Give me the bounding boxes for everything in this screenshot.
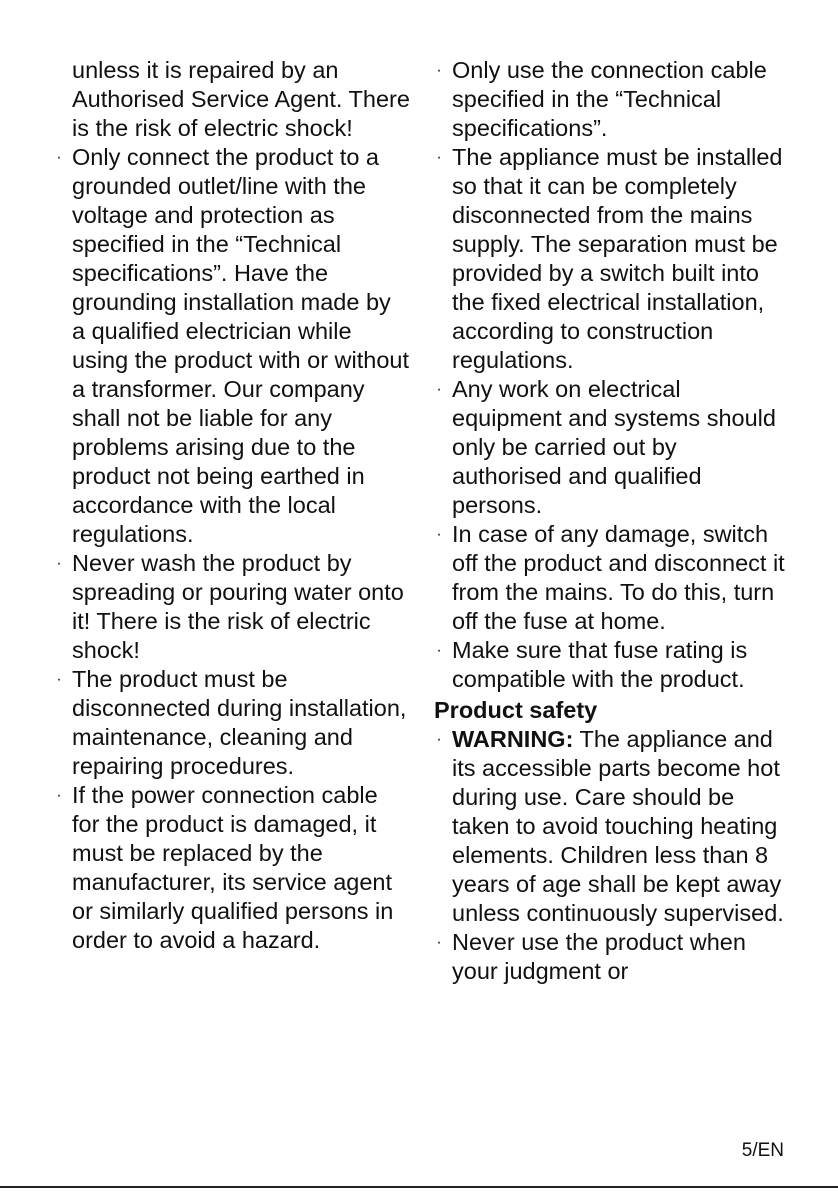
page-number: 5/EN bbox=[741, 1140, 784, 1161]
bullet-icon: · bbox=[436, 731, 442, 748]
bullet-icon: · bbox=[436, 381, 442, 398]
bullet-icon: · bbox=[56, 555, 62, 572]
list-item bbox=[50, 781, 410, 955]
left-column bbox=[50, 56, 410, 955]
bullet-icon: · bbox=[436, 642, 442, 659]
bottom-divider bbox=[0, 1186, 838, 1188]
item-text: unless it is repaired by an Authorised Service Agent. There is the risk of electric shock! bbox=[72, 57, 410, 141]
list-item bbox=[430, 520, 790, 636]
bullet-icon: · bbox=[436, 149, 442, 166]
list-item bbox=[50, 549, 410, 665]
list-item bbox=[430, 725, 790, 928]
item-text: Make sure that fuse rating is compatible with the product. bbox=[452, 637, 748, 692]
bullet-icon: · bbox=[436, 526, 442, 543]
right-column bbox=[430, 56, 790, 986]
list-item bbox=[430, 56, 790, 143]
list-item bbox=[430, 636, 790, 694]
list-item bbox=[50, 143, 410, 549]
bullet-icon: · bbox=[56, 149, 62, 166]
bullet-icon: · bbox=[436, 62, 442, 79]
bullet-icon: · bbox=[436, 934, 442, 951]
list-item bbox=[430, 928, 790, 986]
warning-label: WARNING: bbox=[452, 726, 574, 752]
list-item bbox=[430, 375, 790, 520]
item-text: Only connect the product to a grounded outlet/line with the voltage and protection as specified in the “Technical specifications”. Have the grounding installation made by a qualified electrician while using the product with or without a transformer. Our company shall not be liable for any problems arising due to the product not being earthed in accordance with the local regulations. bbox=[72, 144, 410, 547]
list-item bbox=[430, 143, 790, 375]
bullet-icon: · bbox=[56, 671, 62, 688]
item-text: The appliance and its accessible parts become hot during use. Care should be taken to avoid touching heating elements. Children less than 8 years of age shall be kept away unless continuously supervised. bbox=[452, 726, 784, 926]
item-text: The appliance must be installed so that it can be completely disconnected from the mains supply. The separation must be provided by a switch built into the fixed electrical installation, according to construction regulations. bbox=[452, 144, 783, 373]
bullet-icon: · bbox=[56, 787, 62, 804]
item-text: Never wash the product by spreading or pouring water onto it! There is the risk of electric shock! bbox=[72, 550, 404, 663]
section-heading: Product safety bbox=[434, 697, 598, 723]
item-text: Only use the connection cable specified in the “Technical specifications”. bbox=[452, 57, 767, 141]
item-text: In case of any damage, switch off the product and disconnect it from the mains. To do this, turn off the fuse at home. bbox=[452, 521, 785, 634]
item-text: If the power connection cable for the product is damaged, it must be replaced by the manufacturer, its service agent or similarly qualified persons in order to avoid a hazard. bbox=[72, 782, 394, 953]
item-text: The product must be disconnected during installation, maintenance, cleaning and repairing procedures. bbox=[72, 666, 407, 779]
item-text: Any work on electrical equipment and systems should only be carried out by authorised and qualified persons. bbox=[452, 376, 776, 518]
item-text: Never use the product when your judgment or bbox=[452, 929, 746, 984]
list-item bbox=[50, 665, 410, 781]
list-item bbox=[50, 56, 410, 143]
